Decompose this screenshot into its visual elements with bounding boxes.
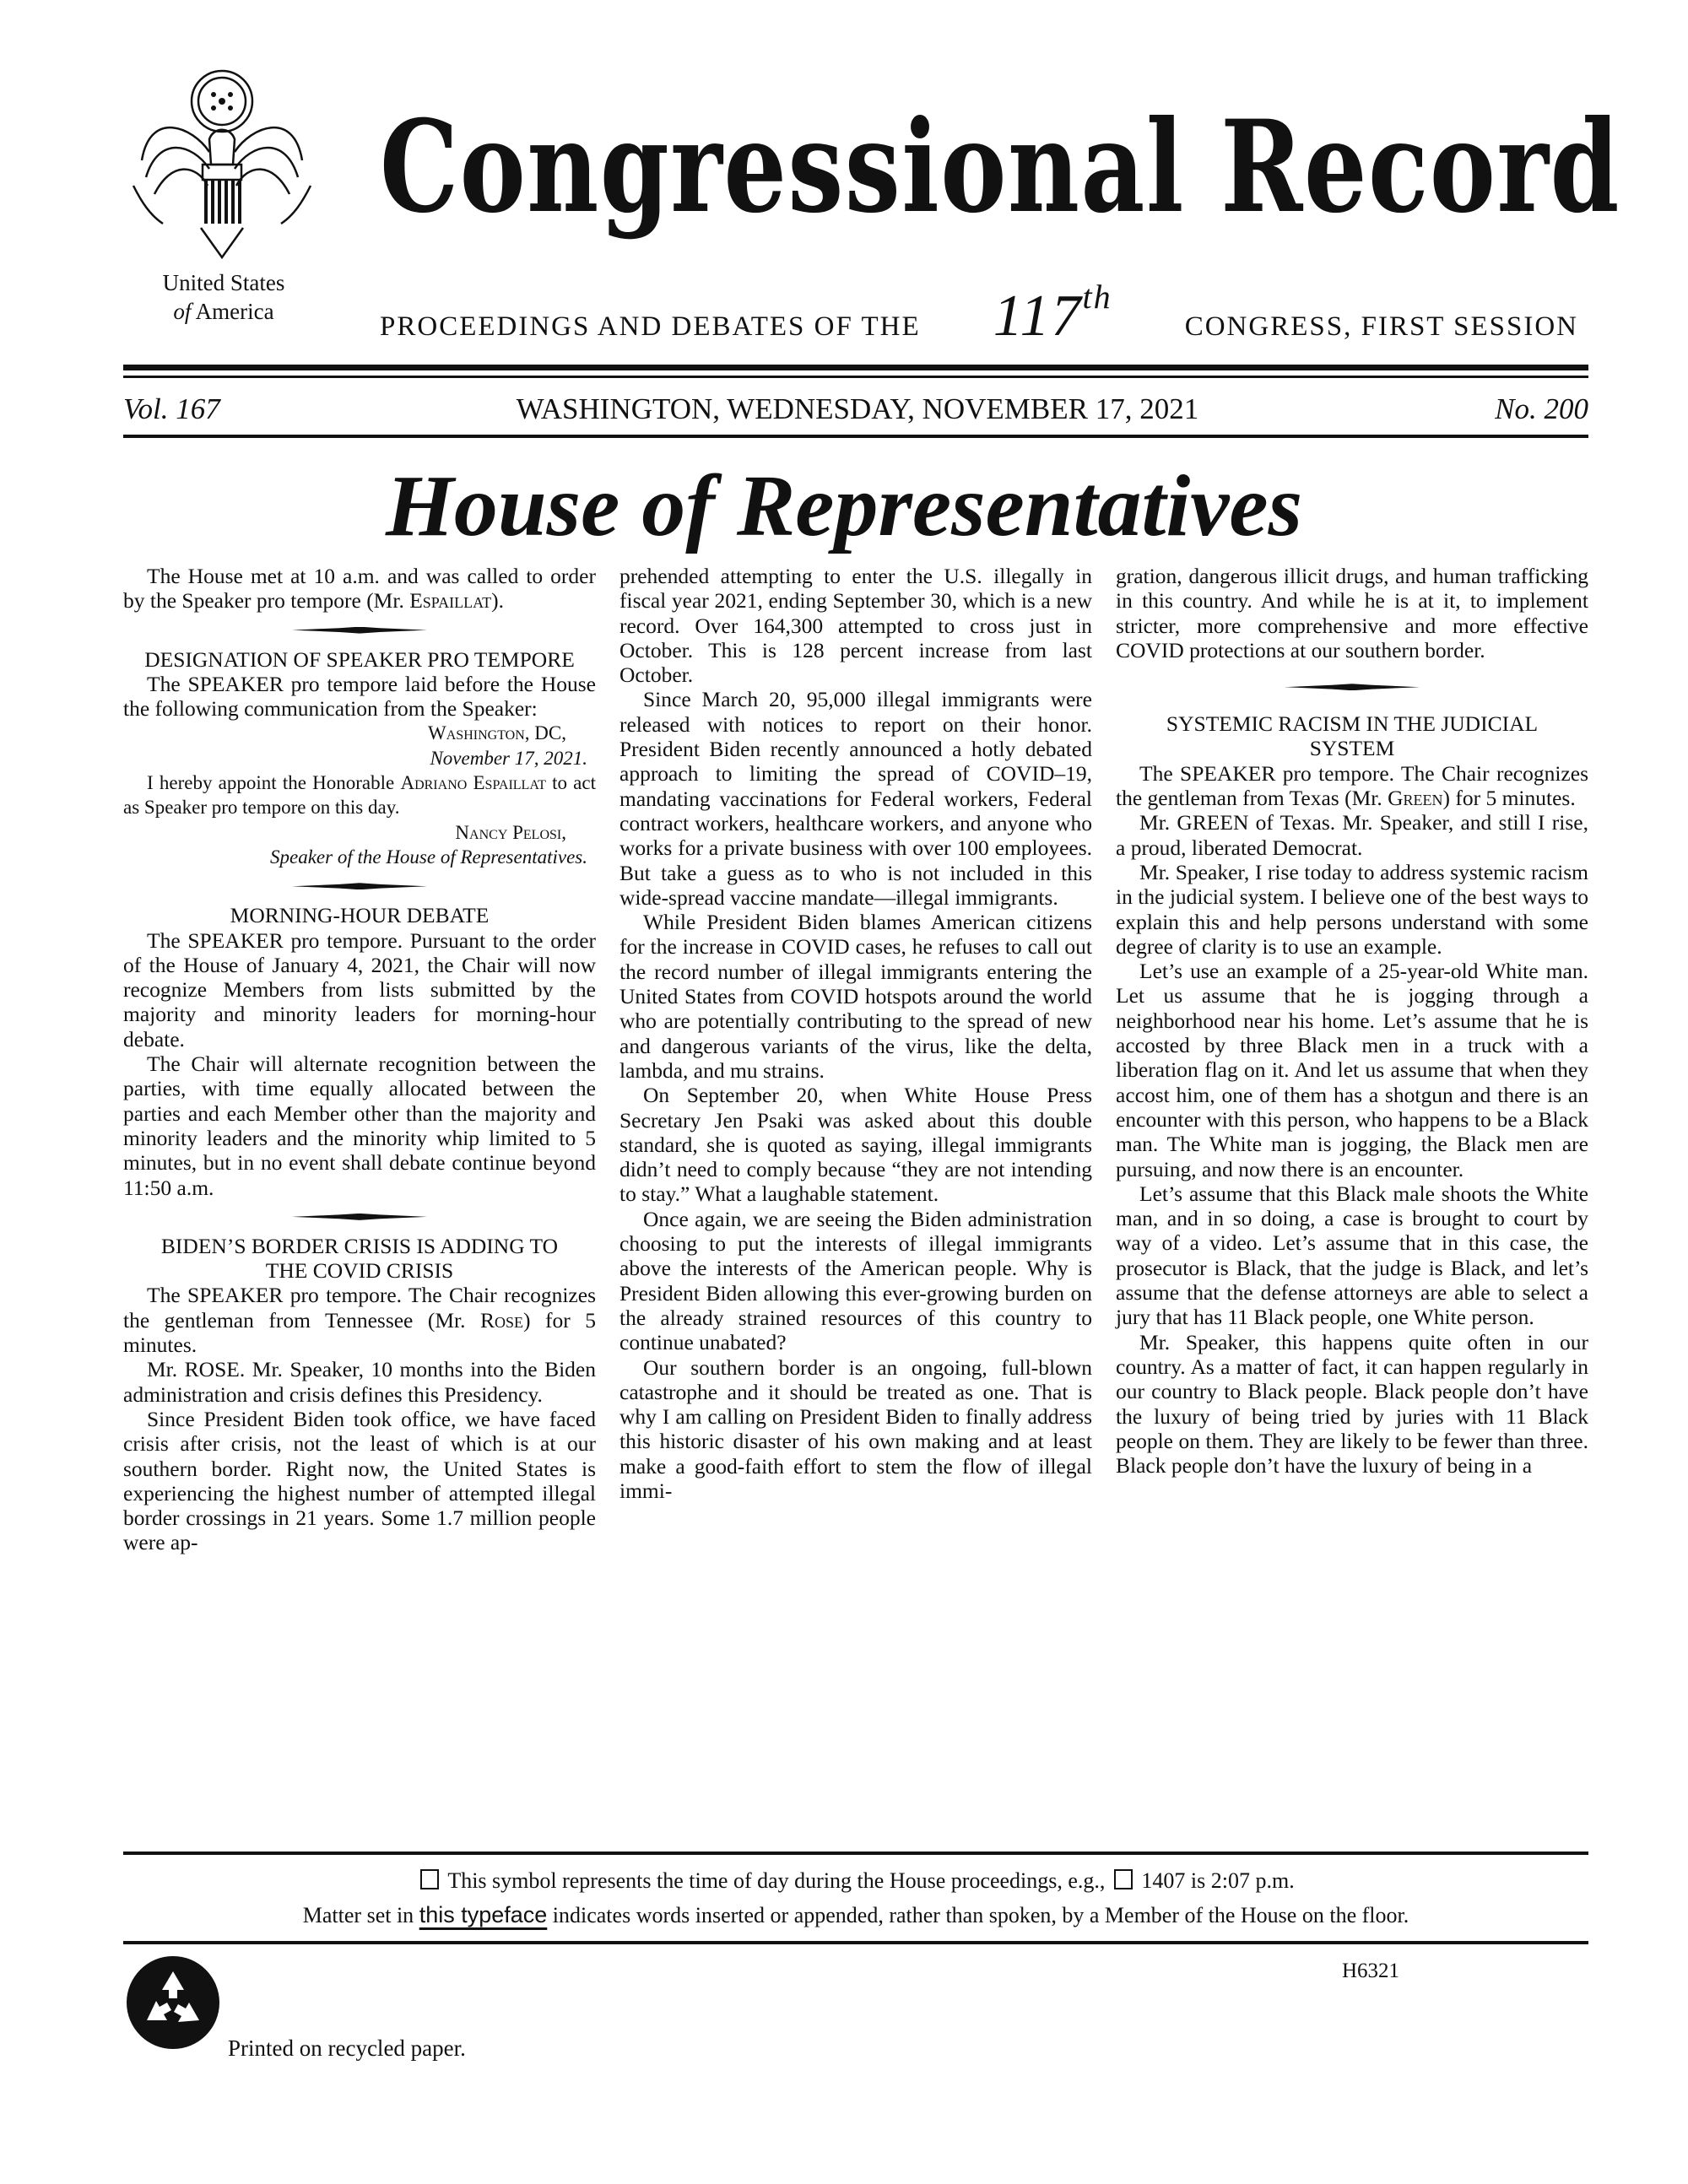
paragraph: The Chair will alternate recognition between the parties, with time equally allocated between the parties and each Member other than the majority and minority leaders and the minority whip limited to 5 minutes, but in no event shall debate continue beyond 11:50 a.m.: [123, 1051, 596, 1200]
text: to act as Speaker pro tempore on this day.: [123, 772, 596, 819]
column-2: [619, 564, 1092, 1863]
text: ) for 5 minutes.: [1442, 786, 1576, 811]
paragraph: [123, 770, 596, 820]
congress-number-value: 117: [993, 284, 1083, 349]
masthead: [0, 0, 1688, 363]
seal-caption-line2: [127, 297, 321, 326]
recycled-paper-note: Printed on recycled paper.: [228, 2035, 466, 2061]
subtitle-left: PROCEEDINGS AND DEBATES OF THE: [380, 311, 921, 342]
header-rule-thin: [123, 376, 1588, 378]
paragraph: Mr. ROSE. Mr. Speaker, 10 months into the Biden administration and crisis defines this Presidency.: [123, 1357, 596, 1407]
paragraph: The SPEAKER pro tempore. Pursuant to the order of the House of January 4, 2021, the Chair will now recognize Members from lists submitted by the majority and minority leaders for morning-hour debate.: [123, 927, 596, 1051]
typeface-sample: this typeface: [419, 1902, 548, 1927]
paragraph: Our southern border is an ongoing, full-blown catastrophe and it should be treated as one. That is why I am calling on President Biden to finally address this historic disaster of his own making and at least make a good-faith effort to stem the flow of illegal immi-: [619, 1354, 1092, 1503]
member-name: Espaillat: [409, 588, 492, 614]
dateline-rule: [123, 435, 1588, 438]
time-square-icon: [1114, 1869, 1133, 1889]
great-seal-icon: [125, 59, 319, 262]
chamber-title: House of Representatives: [385, 457, 1303, 554]
letter-signature: Nancy Pelosi,: [455, 821, 566, 843]
column-3: [1116, 564, 1588, 1863]
note-text: This symbol represents the time of day during the House proceedings, e.g.,: [447, 1868, 1106, 1893]
paragraph: While President Biden blames American citizens for the increase in COVID cases, he refuses to call out the record number of illegal immigrants entering the United States from COVID hotspots around the world who are potentially contributing to the spread of new and dangerous variants of the virus, like the delta, lambda, and mu strains.: [619, 910, 1092, 1083]
congress-suffix: th: [1082, 278, 1112, 316]
ornamental-divider-icon: [123, 1200, 596, 1234]
recycle-icon: [125, 1954, 221, 2051]
publication-title: Congressional Record: [380, 93, 1620, 241]
paragraph: [123, 1283, 596, 1357]
text: ) for 5 minutes.: [123, 1307, 596, 1358]
letter-place: Washington, DC,: [428, 722, 566, 744]
ornamental-divider-icon: [123, 614, 596, 647]
paragraph: Mr. Speaker, I rise today to address systemic racism in the judicial system. I believe one of the best ways to explain this and help persons understand with some degree of clarity is to use an example.: [1116, 859, 1588, 959]
page-number: H6321: [1342, 1960, 1400, 1982]
text: The SPEAKER pro tempore. The Chair recognizes the gentleman from Tennessee (Mr.: [123, 1283, 596, 1333]
column-1: [123, 564, 596, 1863]
ornamental-divider-icon: [123, 869, 596, 903]
seal-caption-of: of: [173, 299, 192, 324]
text: ).: [491, 588, 505, 614]
header-rule-thick: [123, 365, 1588, 370]
paragraph: prehended attempting to enter the U.S. illegally in fiscal year 2021, ending September 30, which is a new record. Over 164,300 attempted to cross just in October. This is 128 percent increase from last October.: [619, 564, 1092, 688]
footer-rule-top: [123, 1852, 1588, 1855]
section-heading: DESIGNATION OF SPEAKER PRO TEMPORE: [144, 646, 575, 672]
seal-caption: [127, 268, 321, 326]
footer-rule-bottom: [123, 1941, 1588, 1944]
paragraph: On September 20, when White House Press Secretary Jen Psaki was asked about this double standard, she is quoted as saying, illegal immigrants didn’t need to comply because “they are not intending to stay.” What a laughable statement.: [619, 1083, 1092, 1207]
ornamental-divider-icon: [1116, 662, 1588, 711]
note-text: indicates words inserted or appended, rather than spoken, by a Member of the House on the floor.: [552, 1903, 1409, 1927]
issue-number: No. 200: [1495, 392, 1588, 425]
note-text: Matter set in: [302, 1903, 414, 1927]
letter-date: November 17, 2021.: [430, 747, 587, 769]
text: The SPEAKER pro tempore. The Chair recognizes the gentleman from Texas (Mr.: [1116, 760, 1588, 811]
volume-number: Vol. 167: [123, 392, 220, 425]
text: I hereby appoint the Honorable: [147, 772, 401, 794]
article-columns: [123, 564, 1588, 1863]
publication-subtitle: [380, 277, 1578, 350]
note-example: 1407 is 2:07 p.m.: [1141, 1868, 1295, 1893]
paragraph: [1116, 761, 1588, 811]
paragraph: Since March 20, 95,000 illegal immigrants were released with notices to report on their honor. President Biden recently announced a hotly debated approach to limiting the spread of COVID–19, mandating vaccinations for Federal workers, Federal contract workers, healthcare workers, and anyone who works for a private business with over 100 employees. But take a guess as to who is not included in this wide-spread vaccine mandate—illegal immigrants.: [619, 687, 1092, 910]
member-name: Adriano Espaillat: [400, 772, 546, 794]
member-name: Rose: [480, 1307, 524, 1333]
section-heading: MORNING-HOUR DEBATE: [230, 903, 490, 928]
paragraph: gration, dangerous illicit drugs, and human trafficking in this country. And while he is at it, to implement stricter, more comprehensive and more effective COVID protections at our southern border.: [1116, 564, 1588, 662]
paragraph: Let’s use an example of a 25-year-old White man. Let us assume that he is jogging through a neighborhood near his home. Let’s assume that he is accosted by three Black men in a truck with a liberation flag on it. And let us assume that when they accost him, one of them has a shotgun and there is an encounter with this person, who happens to be a Black man. The White man is jogging, the Black men are pursuing, and now there is an encounter.: [1116, 959, 1588, 1181]
paragraph: Let’s assume that this Black male shoots the White man, and in so doing, a case is brought to court by way of a video. Let’s assume that in this case, the prosecutor is Black, that the judge is Black, and let’s assume that the defense attorneys are able to select a jury that has 11 Black people, one White person.: [1116, 1181, 1588, 1330]
letter-signature-title: Speaker of the House of Representatives.: [270, 846, 587, 868]
member-name: Green: [1388, 786, 1443, 811]
section-heading: SYSTEMIC RACISM IN THE JUDICIAL SYSTEM: [1166, 711, 1539, 761]
opening-paragraph: [123, 564, 596, 614]
dateline: [123, 388, 1588, 430]
paragraph: Once again, we are seeing the Biden administration choosing to put the interests of illegal immigrants above the interests of the American people. Why is President Biden allowing this ever-growing burden on the already strained resources of this country to continue unabated?: [619, 1206, 1092, 1355]
section-heading: BIDEN’S BORDER CRISIS IS ADDING TO THE COVID CRISIS: [160, 1233, 559, 1284]
time-symbol-note: [123, 1868, 1588, 1894]
paragraph: Mr. Speaker, this happens quite often in our country. As a matter of fact, it can happen regularly in our country to Black people. Black people don’t have the luxury of being tried by juries with 11 Black people on them. They are likely to be fewer than three. Black people don’t have the luxury of being in a: [1116, 1329, 1588, 1479]
congress-number: [993, 277, 1112, 350]
place-date: WASHINGTON, WEDNESDAY, NOVEMBER 17, 2021: [516, 392, 1199, 425]
paragraph: Since President Biden took office, we have faced crisis after crisis, not the least of which is at our southern border. Right now, the United States is experiencing the highest number of attempted illegal border crossings in 21 years. Some 1.7 million people were ap-: [123, 1406, 596, 1555]
seal-caption-line1: United States: [162, 270, 285, 295]
typeface-note: [123, 1902, 1588, 1928]
text: The House met at 10 a.m. and was called to order by the Speaker pro tempore (Mr.: [123, 564, 596, 614]
seal-caption-america: America: [195, 299, 274, 324]
time-square-icon: [420, 1869, 439, 1889]
paragraph: Mr. GREEN of Texas. Mr. Speaker, and still I rise, a proud, liberated Democrat.: [1116, 810, 1588, 860]
subtitle-right: CONGRESS, FIRST SESSION: [1184, 311, 1578, 342]
paragraph: The SPEAKER pro tempore laid before the House the following communication from the Speaker:: [123, 671, 596, 722]
